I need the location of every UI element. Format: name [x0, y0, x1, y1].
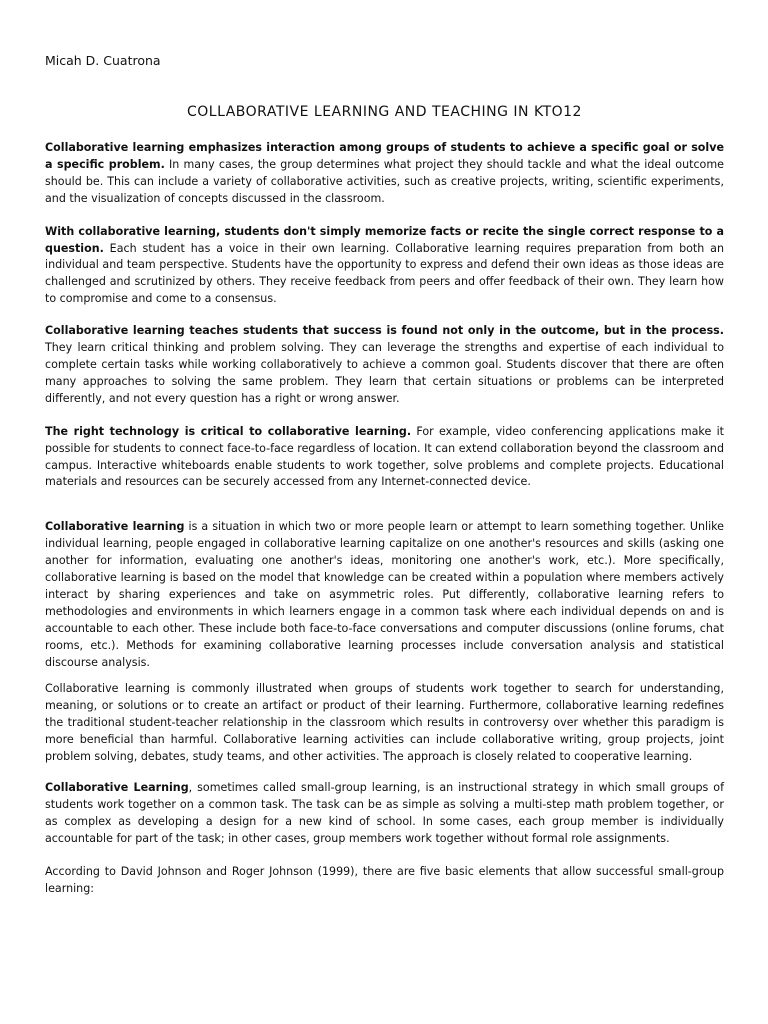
paragraph-5 [45, 519, 724, 671]
paragraph-lead: Collaborative learning teaches students that success is found not only in the outcome, but in the process. [45, 324, 724, 338]
paragraph-3 [45, 323, 724, 408]
document-page [45, 53, 724, 897]
paragraph-lead: With collaborative learning, students don't simply memorize facts or recite the single correct response to a question. [45, 224, 724, 255]
paragraph-6 [45, 681, 724, 766]
document-title: COLLABORATIVE LEARNING AND TEACHING IN KTO12 [187, 104, 582, 120]
paragraph-body: is a situation in which two or more people learn or attempt to learn something together. Unlike individual learning, people engaged in collaborative learning capitalize on one another's resources and skills (asking one another for information, evaluating one another's ideas, monitoring one another's work, etc.). More specifically, collaborative learning is based on the model that knowledge can be created within a population where members actively interact by sharing experiences and take on asymmetric roles. Put differently, collaborative learning refers to methodologies and environments in which learners engage in a common task where each individual depends on and is accountable to each other. These include both face-to-face conversations and computer discussions (online forums, chat rooms, etc.). Methods for examining collaborative learning processes include conversation analysis and statistical discourse analysis. [45, 520, 725, 669]
paragraph-body: In many cases, the group determines what project they should tackle and what the ideal outcome should be. This can include a variety of collaborative activities, such as creative projects, writing, scientific experiments, and the visualization of concepts discussed in the classroom. [45, 157, 724, 205]
paragraph-body: Collaborative learning is commonly illustrated when groups of students work together to search for understanding, meaning, or solutions or to create an artifact or product of their learning. Furthermore, collaborative learning redefines the traditional student-teacher relationship in the classroom which results in controversy over whether this paradigm is more beneficial than harmful. Collaborative learning activities can include collaborative writing, group projects, joint problem solving, debates, study teams, and other activities. The approach is closely related to cooperative learning. [45, 682, 724, 764]
paragraph-body: They learn critical thinking and problem solving. They can leverage the strengths and expertise of each individual to complete certain tasks while working collaboratively to achieve a common goal. Students discover that there are often many approaches to solving the same problem. They learn that certain situations or problems can be interpreted differently, and not every question has a right or wrong answer. [45, 341, 724, 405]
paragraph-body: Each student has a voice in their own learning. Collaborative learning requires preparation from both an individual and team perspective. Students have the opportunity to express and defend their own ideas as those ideas are challenged and scrutinized by others. They receive feedback from peers and offer feedback of their own. They learn how to compromise and come to a consensus. [45, 241, 724, 306]
paragraph-lead: Collaborative Learning [45, 781, 189, 794]
paragraph-4 [45, 424, 724, 492]
paragraph-lead: Collaborative learning [45, 520, 185, 534]
paragraph-lead: The right technology is critical to collaborative learning. [45, 424, 412, 438]
paragraph-8 [45, 864, 724, 898]
paragraph-1 [45, 140, 724, 208]
paragraph-lead: Collaborative learning emphasizes interaction among groups of students to achieve a specific goal or solve a specific problem. [45, 141, 724, 171]
paragraph-body: , sometimes called small-group learning, is an instructional strategy in which small groups of students work together on a common task. The task can be as simple as solving a multi-step math problem together, or as complex as developing a design for a new kind of school. In some cases, each group member is individually accountable for part of the task; in other cases, group members work together without formal role assignments. [45, 781, 724, 845]
paragraph-body: For example, video conferencing applications make it possible for students to connect face-to-face regardless of location. It can extend collaboration beyond the classroom and campus. Interactive whiteboards enable students to work together, solve problems and complete projects. Educational materials and resources can be securely accessed from any Internet-connected device. [45, 424, 724, 489]
paragraph-2 [45, 224, 724, 309]
paragraph-body: According to David Johnson and Roger Johnson (1999), there are five basic elements that allow successful small-group learning: [45, 864, 724, 895]
paragraph-7 [45, 780, 724, 848]
author-name: Micah D. Cuatrona [45, 53, 161, 68]
